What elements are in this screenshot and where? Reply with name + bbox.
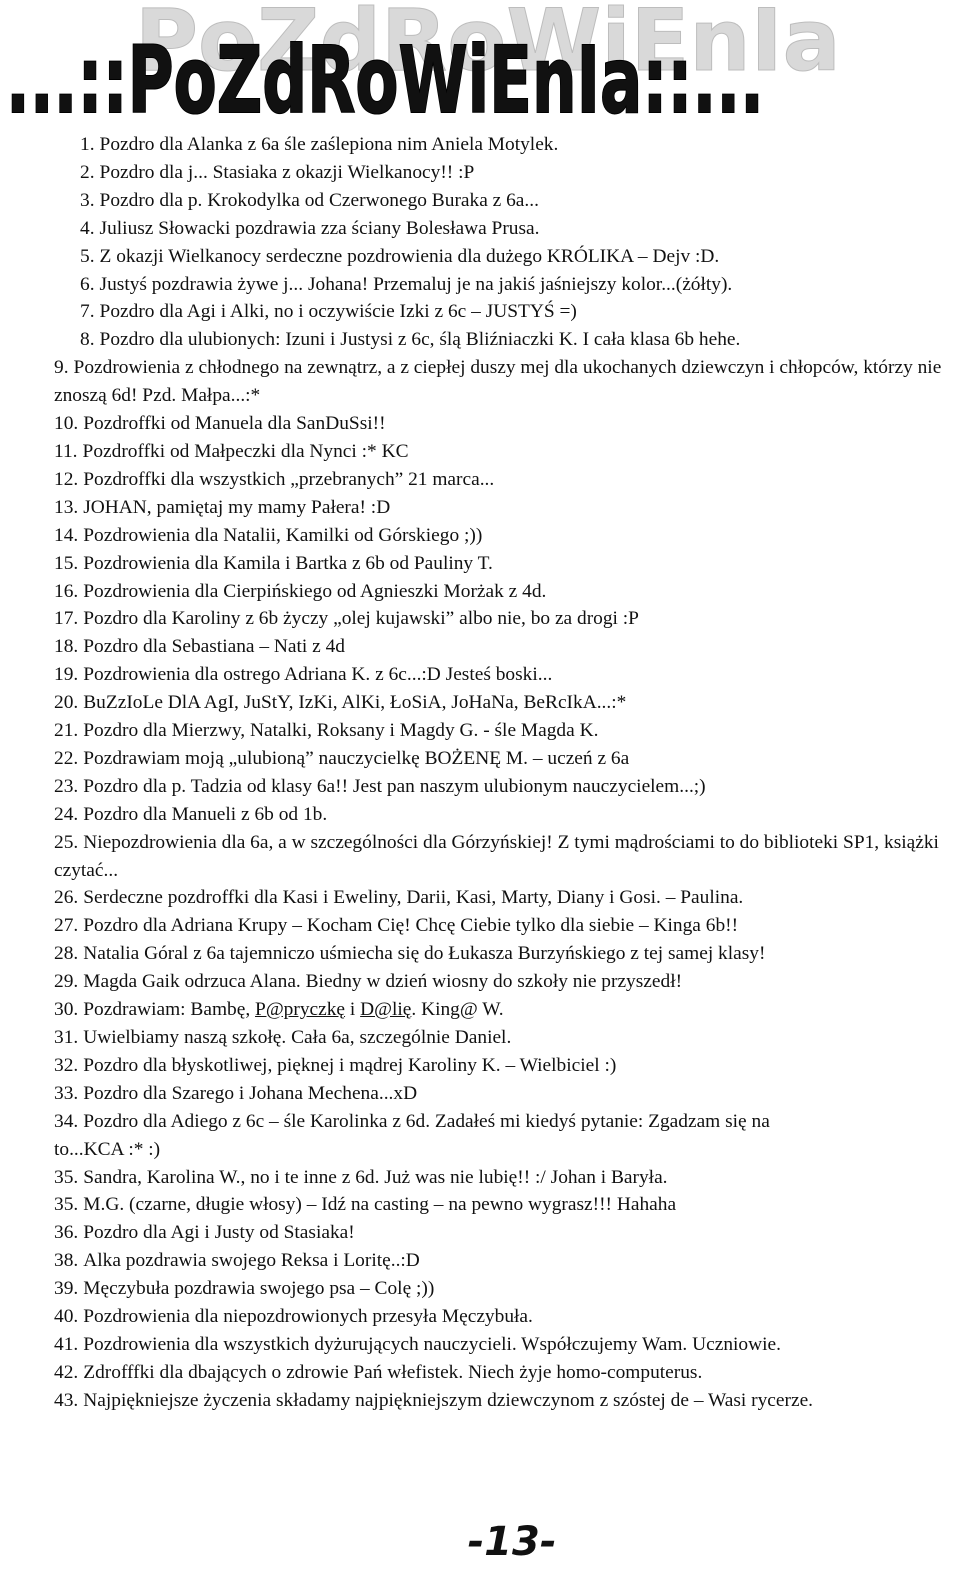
item-text-mid: i — [345, 999, 361, 1021]
item-text: Pozdrowienia z chłodnego na zewnątrz, a z ciepłej duszy mej dla ukochanych dziewczyn i chłopców, którzy nie znoszą 6d! Pzd. Małpa...:* — [54, 357, 942, 407]
page-footer — [0, 1510, 960, 1570]
item-number: 36. — [54, 1222, 79, 1244]
list-item — [54, 578, 954, 606]
item-number: 17. — [54, 608, 79, 630]
page-header — [0, 0, 960, 130]
item-text: Zdrofffki dla dbających o zdrowie Pań włefistek. Niech żyje homo-computerus. — [83, 1361, 703, 1383]
list-item — [54, 912, 954, 940]
item-number: 19. — [54, 664, 79, 686]
item-number: 5. — [80, 245, 95, 267]
item-text: Pozdrowienia dla Cierpińskiego od Agnieszki Morżak z 4d. — [83, 580, 547, 602]
item-number: 11. — [54, 440, 78, 462]
item-number: 33. — [54, 1082, 79, 1104]
item-text: Pozdro dla Szarego i Johana Mechena...xD — [83, 1082, 418, 1104]
item-text: Pozdro dla Karoliny z 6b życzy „olej kujawski” albo nie, bo za drogi :P — [83, 608, 639, 630]
item-number: 43. — [54, 1389, 79, 1411]
list-item — [54, 1191, 954, 1219]
list-item — [54, 1331, 954, 1359]
item-text: Uwielbiamy naszą szkołę. Cała 6a, szczególnie Daniel. — [83, 1027, 512, 1048]
item-text: Magda Gaik odrzuca Alana. Biedny w dzień wiosny do szkoły nie przyszedł! — [83, 971, 683, 993]
item-text: Najpiękniejsze życzenia składamy najpiękniejszym dziewczynom z szóstej de – Wasi rycerze. — [83, 1389, 814, 1411]
list-item — [54, 1359, 954, 1387]
list-item — [54, 438, 954, 466]
list-item — [54, 466, 954, 494]
item-text: Pozdroffki dla wszystkich „przebranych” 21 marca... — [83, 468, 495, 490]
item-number: 21. — [54, 720, 79, 742]
list-item — [54, 1108, 954, 1164]
list-item — [54, 354, 954, 410]
item-number: 28. — [54, 943, 79, 965]
list-item — [54, 1275, 954, 1303]
item-number: 10. — [54, 413, 79, 435]
item-text: Pozdrowienia dla ostrego Adriana K. z 6c...:D Jesteś boski... — [83, 664, 553, 686]
list-item — [54, 1303, 954, 1331]
item-text: Pozdrowienia dla Kamila i Bartka z 6b od Pauliny T. — [83, 552, 493, 574]
item-number: 1. — [80, 134, 95, 155]
page-number-graphic — [0, 1510, 960, 1570]
item-text: Justyś pozdrawia żywe j... Johana! Przemaluj je na jakiś jaśniejszy kolor...(żółty). — [99, 273, 733, 295]
list-item — [54, 605, 954, 633]
list-item — [54, 968, 954, 996]
list-item — [54, 187, 954, 215]
item-number: 30. — [54, 999, 79, 1021]
item-text: JOHAN, pamiętaj my mamy Pałera! :D — [83, 496, 391, 518]
item-text: Pozdro dla Agi i Alki, no i oczywiście Izki z 6c – JUSTYŚ =) — [99, 301, 577, 323]
item-number: 2. — [80, 161, 95, 183]
item-text: Pozdro dla j... Stasiaka z okazji Wielkanocy!! :P — [99, 161, 475, 183]
list-item — [54, 1247, 954, 1275]
list-item — [54, 996, 954, 1024]
item-number: 35. — [54, 1194, 79, 1216]
item-number: 22. — [54, 747, 79, 769]
item-number: 26. — [54, 887, 79, 909]
list-item — [54, 745, 954, 773]
item-text: Pozdrowienia dla niepozdrowionych przesyła Męczybuła. — [83, 1306, 533, 1328]
underlined-name-dalia: D@lię — [360, 999, 412, 1021]
item-number: 14. — [54, 524, 79, 546]
list-item — [54, 801, 954, 829]
list-item — [54, 940, 954, 968]
list-item — [54, 717, 954, 745]
list-item — [54, 271, 954, 299]
greetings-list — [54, 131, 954, 1415]
item-number: 39. — [54, 1278, 79, 1300]
list-item — [54, 1024, 954, 1052]
item-number: 6. — [80, 273, 95, 295]
item-text-end: . King@ W. — [411, 999, 504, 1021]
item-text: Pozdrawiam moją „ulubioną” nauczycielkę BOŻENĘ M. – uczeń z 6a — [83, 747, 630, 769]
item-number: 4. — [80, 217, 95, 239]
item-text: Pozdro dla p. Krokodylka od Czerwonego Buraka z 6a... — [99, 189, 539, 211]
item-number: 20. — [54, 692, 79, 714]
item-text: Serdeczne pozdroffki dla Kasi i Eweliny, Darii, Kasi, Marty, Diany i Gosi. – Paulina. — [83, 887, 744, 909]
list-item — [54, 689, 954, 717]
list-item — [54, 550, 954, 578]
item-number: 8. — [80, 329, 95, 351]
page-number: -13- — [467, 1519, 557, 1565]
item-number: 41. — [54, 1333, 79, 1355]
item-text: Pozdro dla Adriana Krupy – Kocham Cię! Chcę Ciebie tylko dla siebie – Kinga 6b!! — [83, 915, 739, 937]
item-text: M.G. (czarne, długie włosy) – Idź na casting – na pewno wygrasz!!! Hahaha — [83, 1194, 677, 1216]
item-text: Pozdro dla Mierzwy, Natalki, Roksany i Magdy G. - śle Magda K. — [83, 720, 599, 742]
item-text: Alka pozdrawia swojego Reksa i Loritę..:D — [83, 1250, 420, 1272]
item-text-start: Pozdrawiam: Bambę, — [83, 999, 256, 1021]
item-text: Pozdro dla ulubionych: Izuni i Justysi z 6c, ślą Bliźniaczki K. I cała klasa 6b hehe. — [99, 329, 741, 351]
item-text: Z okazji Wielkanocy serdeczne pozdrowienia dla dużego KRÓLIKA – Dejv :D. — [99, 245, 720, 267]
underlined-name-papryczka: P@pryczkę — [255, 999, 346, 1021]
list-item — [54, 773, 954, 801]
list-item — [54, 633, 954, 661]
item-number: 18. — [54, 636, 79, 658]
item-number: 35. — [54, 1166, 79, 1188]
item-text: Niepozdrowienia dla 6a, a w szczególności dla Górzyńskiej! Z tymi mądrościami to do biblioteki SP1, książki czytać... — [54, 831, 939, 881]
item-number: 38. — [54, 1250, 79, 1272]
item-text: Pozdro dla p. Tadzia od klasy 6a!! Jest pan naszym ulubionym nauczycielem...;) — [83, 775, 706, 797]
header-ghost-title: PoZdRoWiEnIa — [135, 0, 841, 91]
list-item — [54, 1164, 954, 1192]
list-item — [54, 661, 954, 689]
list-item — [54, 131, 954, 159]
list-item — [54, 159, 954, 187]
item-number: 32. — [54, 1054, 79, 1076]
list-item — [54, 884, 954, 912]
item-text: Natalia Góral z 6a tajemniczo uśmiecha się do Łukasza Burzyńskiego z tej samej klasy! — [83, 943, 766, 965]
item-text: Pozdro dla błyskotliwej, pięknej i mądrej Karoliny K. – Wielbiciel :) — [83, 1054, 617, 1076]
item-text: Męczybuła pozdrawia swojego psa – Colę ;)) — [83, 1278, 435, 1300]
list-item — [54, 243, 954, 271]
item-number: 29. — [54, 971, 79, 993]
item-number: 24. — [54, 803, 79, 825]
list-item — [54, 1219, 954, 1247]
item-number: 3. — [80, 189, 95, 211]
item-number: 42. — [54, 1361, 79, 1383]
item-text: Pozdroffki od Manuela dla SanDuSsi!! — [83, 413, 386, 435]
list-item — [54, 494, 954, 522]
item-number: 12. — [54, 468, 79, 490]
item-text: Pozdrowienia dla Natalii, Kamilki od Górskiego ;)) — [83, 524, 483, 546]
item-number: 9. — [54, 357, 69, 379]
item-text: Pozdro dla Adiego z 6c – śle Karolinka z 6d. Zadałeś mi kiedyś pytanie: Zgadzam się na to...KCA :* :) — [54, 1110, 770, 1160]
item-text: Pozdrowienia dla wszystkich dyżurujących nauczycieli. Współczujemy Wam. Uczniowie. — [83, 1333, 781, 1355]
list-item — [54, 410, 954, 438]
item-text: Juliusz Słowacki pozdrawia zza ściany Bolesława Prusa. — [99, 217, 540, 239]
list-item — [54, 1052, 954, 1080]
item-text: Pozdro dla Alanka z 6a śle zaślepiona nim Aniela Motylek. — [99, 134, 559, 155]
item-number: 31. — [54, 1027, 79, 1048]
list-item — [54, 829, 954, 885]
item-text: Pozdro dla Sebastiana – Nati z 4d — [83, 636, 345, 658]
list-item — [54, 1387, 954, 1415]
list-item — [54, 1080, 954, 1108]
page-title: ...::PoZdRoWiEnIa::... — [6, 27, 764, 130]
list-item — [54, 522, 954, 550]
item-number: 7. — [80, 301, 95, 323]
list-item — [54, 298, 954, 326]
item-number: 15. — [54, 552, 79, 574]
item-number: 25. — [54, 831, 79, 853]
item-number: 23. — [54, 775, 79, 797]
item-number: 34. — [54, 1110, 79, 1132]
item-text: Sandra, Karolina W., no i te inne z 6d. Już was nie lubię!! :/ Johan i Baryła. — [83, 1166, 668, 1188]
item-text: Pozdro dla Manueli z 6b od 1b. — [83, 803, 328, 825]
item-text: BuZzIoLe DlA AgI, JuStY, IzKi, AlKi, ŁoSiA, JoHaNa, BeRcIkA...:* — [83, 692, 627, 714]
list-item — [54, 215, 954, 243]
item-text: Pozdroffki od Małpeczki dla Nynci :* KC — [82, 440, 409, 462]
item-text: Pozdro dla Agi i Justy od Stasiaka! — [83, 1222, 355, 1244]
item-number: 13. — [54, 496, 79, 518]
item-number: 16. — [54, 580, 79, 602]
list-item — [54, 326, 954, 354]
item-number: 40. — [54, 1306, 79, 1328]
item-number: 27. — [54, 915, 79, 937]
header-title-graphic — [0, 0, 960, 130]
